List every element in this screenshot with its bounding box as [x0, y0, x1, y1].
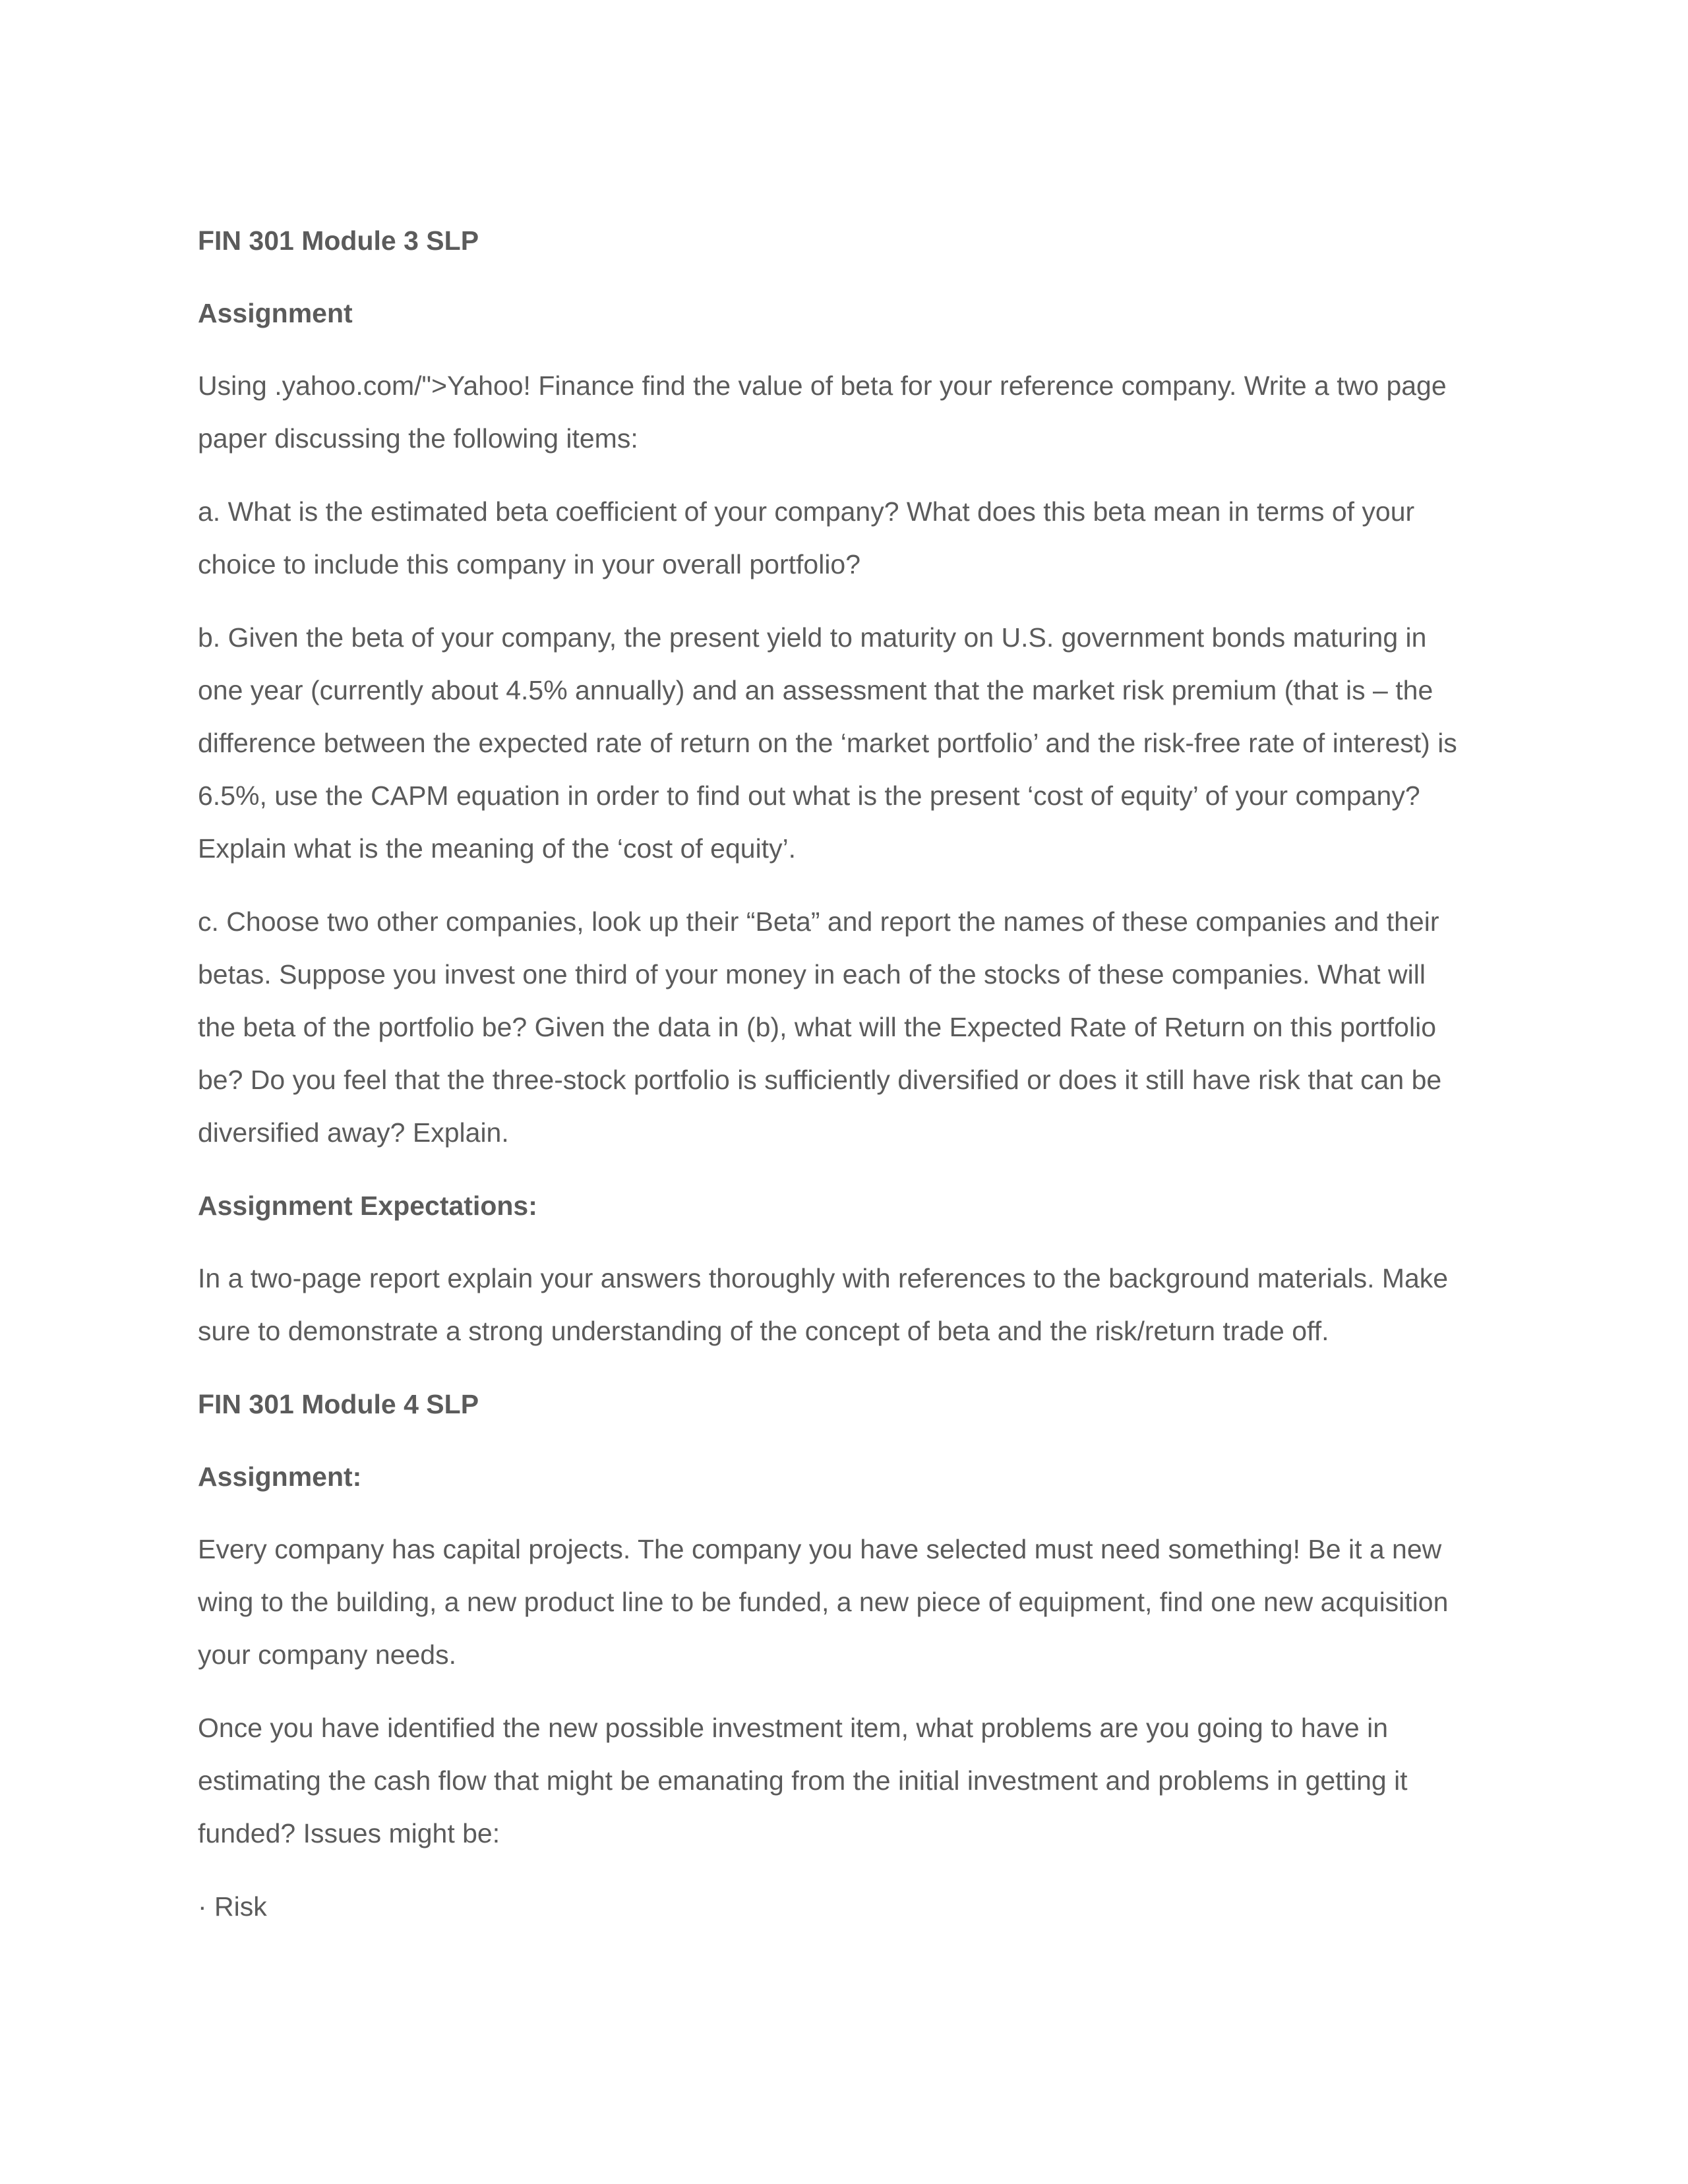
module-4-paragraph-1	[198, 1523, 1493, 1681]
text-line: choice to include this company in your overall portfolio?	[198, 549, 861, 579]
text-line: Using .yahoo.com/">Yahoo! Finance find the value of beta for your reference company. Write a two page	[198, 370, 1447, 401]
text-line: In a two-page report explain your answers thoroughly with references to the background materials. Make	[198, 1263, 1449, 1293]
module-4-bullet-list	[198, 1880, 1493, 1933]
text-line: diversified away? Explain.	[198, 1117, 509, 1148]
text-line: the beta of the portfolio be? Given the data in (b), what will the Expected Rate of Return on this portfolio	[198, 1012, 1436, 1042]
module-3-item-b	[198, 611, 1493, 875]
module-4-assignment-heading: Assignment:	[198, 1461, 362, 1492]
text-line: be? Do you feel that the three-stock portfolio is sufficiently diversified or does it still have risk that can be	[198, 1065, 1442, 1095]
module-3-item-c	[198, 895, 1493, 1159]
text-line: betas. Suppose you invest one third of your money in each of the stocks of these companies. What will	[198, 959, 1426, 989]
module-4-paragraph-2	[198, 1701, 1493, 1860]
text-line: Every company has capital projects. The company you have selected must need something! Be it a new	[198, 1534, 1442, 1564]
text-line: wing to the building, a new product line to be funded, a new piece of equipment, find one new acquisition	[198, 1587, 1449, 1617]
text-line: c. Choose two other companies, look up their “Beta” and report the names of these companies and their	[198, 906, 1439, 937]
text-line: difference between the expected rate of return on the ‘market portfolio’ and the risk-free rate of interest) is	[198, 728, 1457, 758]
document-body	[198, 214, 1493, 1933]
text-line: your company needs.	[198, 1639, 457, 1670]
text-line: one year (currently about 4.5% annually) and an assessment that the market risk premium (that is – the	[198, 675, 1433, 705]
text-line: funded? Issues might be:	[198, 1818, 500, 1848]
text-line: sure to demonstrate a strong understanding of the concept of beta and the risk/return trade off.	[198, 1316, 1329, 1346]
text-line: Explain what is the meaning of the ‘cost of equity’.	[198, 833, 797, 864]
text-line: estimating the cash flow that might be emanating from the initial investment and problems in getting it	[198, 1765, 1408, 1796]
text-line: b. Given the beta of your company, the present yield to maturity on U.S. government bonds maturing in	[198, 622, 1427, 653]
list-item: · Risk	[198, 1891, 267, 1922]
module-3-expectations	[198, 1252, 1493, 1357]
module-3-title: FIN 301 Module 3 SLP	[198, 225, 479, 256]
text-line: 6.5%, use the CAPM equation in order to find out what is the present ‘cost of equity’ of your company?	[198, 781, 1420, 811]
text-line: paper discussing the following items:	[198, 423, 638, 454]
module-3-assignment-heading: Assignment	[198, 298, 353, 328]
module-3-item-a	[198, 485, 1493, 591]
module-3-expectations-heading: Assignment Expectations:	[198, 1191, 537, 1221]
module-3-intro	[198, 359, 1493, 465]
text-line: Once you have identified the new possible investment item, what problems are you going to have in	[198, 1713, 1389, 1743]
text-line: a. What is the estimated beta coefficient of your company? What does this beta mean in terms of your	[198, 496, 1415, 527]
module-4-title: FIN 301 Module 4 SLP	[198, 1389, 479, 1419]
